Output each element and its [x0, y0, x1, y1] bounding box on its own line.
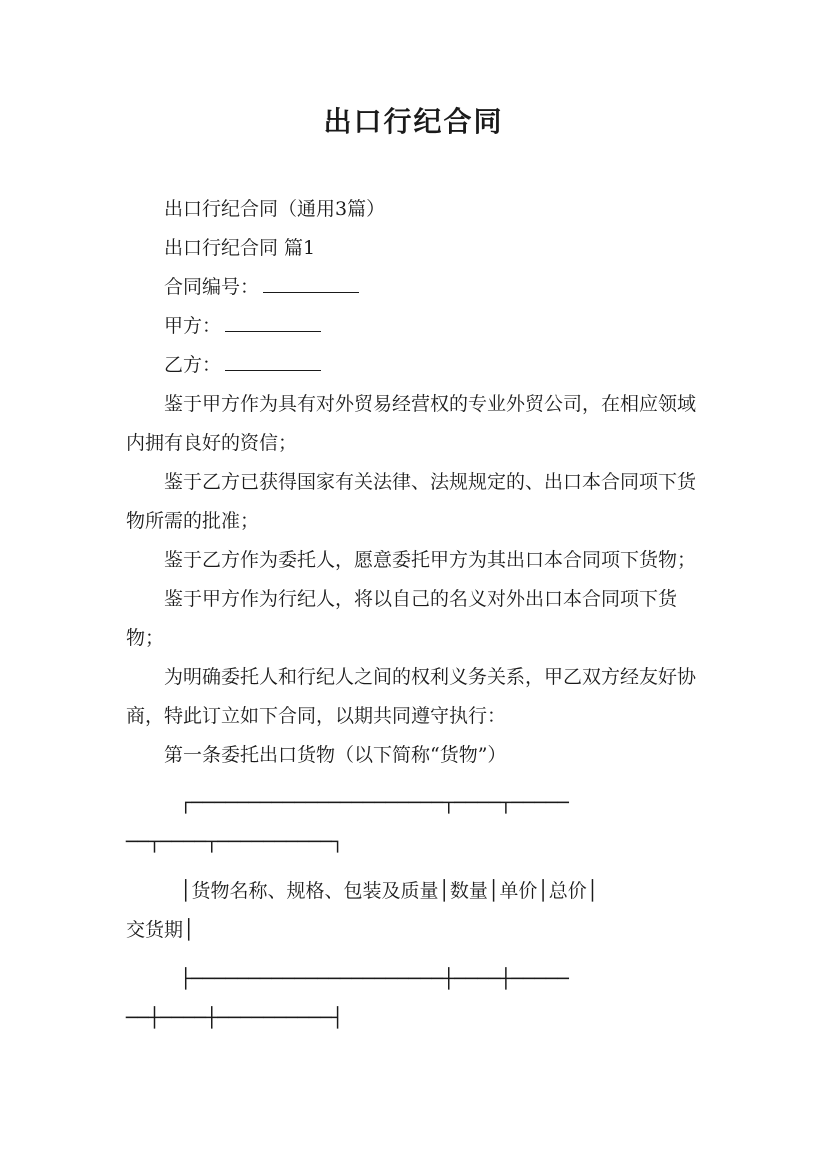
- party-b-blank: [225, 348, 321, 371]
- document-title: 出口行纪合同: [323, 105, 504, 138]
- recital-paragraph: 鉴于甲方作为具有对外贸易经营权的专业外贸公司，在相应领域内拥有良好的资信；: [126, 393, 697, 454]
- contract-number-label: 合同编号：: [164, 276, 260, 298]
- table-top-border-line: ┌──────────────────────┬────┬─────: [180, 792, 569, 814]
- party-b-line: [126, 346, 706, 385]
- table-header-line: 交货期│: [126, 919, 195, 941]
- paragraph-section-heading: 出口行纪合同 篇1: [164, 237, 316, 259]
- goods-table-text: [126, 784, 706, 1038]
- party-a-blank: [225, 309, 321, 332]
- table-top-border-line: ──┬────┬──────────┐: [126, 831, 344, 853]
- recital-paragraph: 鉴于乙方已获得国家有关法律、法规规定的、出口本合同项下货物所需的批准；: [126, 471, 697, 532]
- contract-number-blank: [263, 270, 359, 293]
- table-middle-border-line: ──┼────┼──────────┤: [126, 1007, 344, 1029]
- recital-paragraph: 为明确委托人和行纪人之间的权利义务关系，甲乙双方经友好协商，特此订立如下合同，以期共同遵守执行：: [126, 666, 697, 727]
- document-body: [126, 190, 706, 1038]
- table-header-line: │货物名称、规格、包装及质量│数量│单价│总价│: [180, 880, 599, 902]
- recital-paragraph: 鉴于甲方作为行纪人，将以自己的名义对外出口本合同项下货物；: [126, 588, 678, 649]
- recital-paragraph: 鉴于乙方作为委托人，愿意委托甲方为其出口本合同项下货物；: [164, 549, 697, 571]
- table-middle-border-line: ├──────────────────────┼────┼─────: [180, 968, 569, 990]
- article-heading: 第一条委托出口货物（以下简称“货物”）: [164, 744, 507, 766]
- party-a-label: 甲方：: [164, 315, 222, 337]
- party-a-line: [126, 307, 706, 346]
- contract-number-line: [126, 268, 706, 307]
- paragraph-subtitle: 出口行纪合同（通用3篇）: [164, 198, 386, 220]
- party-b-label: 乙方：: [164, 354, 222, 376]
